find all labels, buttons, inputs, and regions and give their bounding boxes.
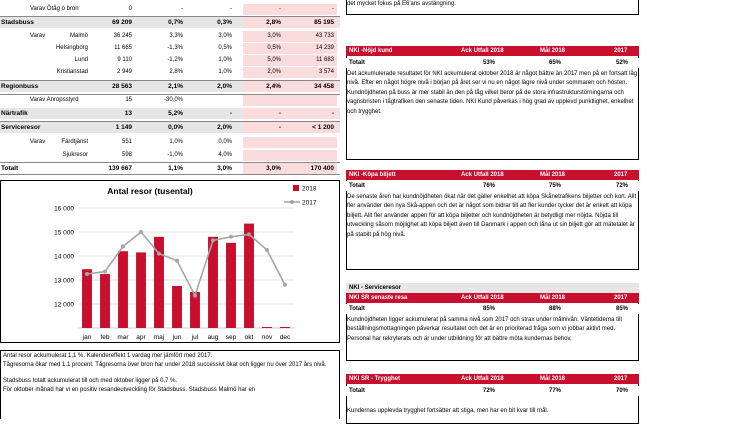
- chart-bar: [136, 252, 146, 328]
- nki-trygghet-h2: Mål 2018: [540, 376, 566, 382]
- chart-xtick-label: okt: [244, 334, 254, 341]
- nki-trygghet-v2: 77%: [549, 388, 562, 394]
- table-row: [0, 55, 340, 66]
- table-row-label: Färdtjänst: [61, 139, 88, 145]
- chart-xtick-label: jan: [82, 334, 92, 341]
- table-cell-c2: 3,3%: [169, 33, 183, 39]
- table-cell-c5: -: [332, 6, 334, 12]
- table-cell-c3: 1,0%: [218, 57, 232, 63]
- table-cell-c1: 139 667: [108, 165, 132, 172]
- table-cell-c5: 14 239: [315, 45, 334, 51]
- nki-trygghet-row-label: Totalt: [349, 388, 365, 394]
- chart-xtick-label: feb: [100, 334, 110, 341]
- table-cell-c3: -: [229, 110, 232, 117]
- chart-line-point: [211, 238, 215, 242]
- table-cell-c3: 0,0%: [218, 139, 232, 145]
- chart-xtick-label: jun: [172, 334, 182, 341]
- nki-kund-title: NKI -Nöjd kund: [349, 48, 393, 54]
- nki-sr-header: [346, 293, 639, 303]
- table-row-label: Stadsbuss: [1, 19, 34, 26]
- nki-sr-row: [346, 304, 639, 314]
- nki-sr-v1: 85%: [483, 306, 496, 312]
- legend-2017-label: 2017: [302, 199, 317, 207]
- table-row: [0, 150, 340, 161]
- table-cell-c3: 2,0%: [217, 124, 232, 131]
- nki-sr-v2: 88%: [549, 306, 562, 312]
- table-cell-c2: 5,2%: [168, 110, 183, 117]
- nki-biljett-title: NKI -Köpa biljett: [349, 172, 396, 178]
- table-cell-c1: 0: [128, 6, 132, 12]
- left-column: [0, 0, 340, 419]
- nki-kund-text: Det ackumulerade resultatet för NKI ackumulerat oktober 2018 är något bättre än 2017 men på en fortsatt låg nivå. Efter en något högre nivå i början på året ser vi nu en något lägre nivå under sommaren och hösten. Kundnöjdheten på buss är mer stabil än den på tåg vilket beror på de stora infrastrukturstörningarna och vagnsbristen i tågtrafiken den senaste tiden. NKI Kund påverkas i hög grad av upplevd punktlighet, enkelhet och trygghet.: [347, 71, 638, 115]
- left-text: [3, 352, 337, 396]
- nki-serviceresor-header: [346, 283, 639, 293]
- table-cell-c5: 170 400: [310, 165, 334, 172]
- nki-biljett-row: [346, 181, 639, 191]
- table-cell-c4: 5,0%: [267, 57, 281, 63]
- table-cell-c1: 598: [121, 152, 132, 158]
- chart-xtick-label: aug: [207, 334, 219, 341]
- chart-bar: [226, 243, 236, 328]
- nki-kund-row: [346, 58, 639, 68]
- nki-trygghet-v1: 72%: [483, 388, 496, 394]
- table-row-label: Sjukresor: [62, 152, 88, 158]
- table-cell-c1: 2 949: [116, 69, 132, 75]
- nki-trygghet-title: NKI SR - Trygghet: [349, 376, 401, 382]
- table-row: [0, 31, 340, 42]
- nki-biljett-row-label: Totalt: [349, 183, 365, 189]
- nki-sr-v3: 85%: [616, 306, 629, 312]
- nki-trygghet-row: [346, 386, 639, 396]
- table-row: [0, 122, 340, 133]
- table-cell-c5: 43 733: [315, 33, 334, 39]
- table-cell-c4: -: [278, 124, 281, 131]
- table-row: [0, 163, 340, 174]
- table-row: [0, 67, 340, 78]
- chart-line-point: [265, 248, 269, 252]
- chart-line-point: [193, 294, 197, 298]
- chart-bar: [244, 224, 254, 328]
- table-cell-c1: 69 209: [112, 19, 132, 26]
- nki-trygghet-h3: 2017: [614, 376, 628, 382]
- table-row-label: Varav Anropsstyrd: [30, 97, 79, 103]
- table-cell-c4: 2,4%: [266, 83, 281, 90]
- chart-xtick-label: mar: [117, 334, 129, 341]
- table-cell-c3: 3,0%: [218, 33, 232, 39]
- table-divider: [0, 16, 340, 17]
- table-cell-c5: 34 458: [314, 83, 334, 90]
- chart-bar: [172, 286, 182, 328]
- chart-ytick-label: 13 000: [54, 277, 74, 285]
- table-cell-c1: 11 665: [114, 45, 132, 51]
- nki-biljett-text: De senaste åren har kundnöjdheten ökat när det gäller enkelhet att köpa Skånetrafikens biljetter och kort. Allt fler använder den nya Skå-appen och det är något som bidrar till att fler kunder tycker det är enkelt att köpa biljett. Allt fler använder appen för att köpa biljetter och kundnöjdheten är betydligt mer nöjda. Nöjda till utveckling såsom möjlighet att köpa biljett även till Danmark i appen och låna ut sin biljett gör att mätetalet är på stabilt på hög nivå.: [347, 194, 637, 238]
- table-cell-c1: 36 245: [113, 33, 132, 39]
- table-row: [0, 108, 340, 119]
- nki-kund-v3: 52%: [616, 60, 629, 66]
- nki-biljett-v1: 76%: [483, 183, 496, 189]
- table-cell-c2: 1,1%: [168, 165, 183, 172]
- table-cell-c2: -1,2%: [167, 57, 183, 63]
- table-cell-c2: 0,0%: [168, 124, 183, 131]
- left-text-p1: Antal resor ackumulerat 1,1 %. Kalendereffekt 1 vardag mer jämfört med 2017.: [3, 353, 213, 359]
- table-cell-c1: 15: [125, 97, 132, 103]
- table-cell-c4: 0,5%: [267, 45, 281, 51]
- table-row: [0, 137, 340, 148]
- table-cell-c4: 3,0%: [267, 33, 281, 39]
- nki-sr-row-label: Totalt: [349, 306, 365, 312]
- chart-xtick-label: maj: [153, 334, 165, 341]
- chart-line-point: [85, 272, 89, 276]
- nki-biljett-h2: Mål 2018: [540, 172, 566, 178]
- table-cell-c3: 0,5%: [218, 45, 232, 51]
- table-row-prefix: Varav: [30, 139, 46, 145]
- right-column: [346, 0, 639, 419]
- nki-sr-h2: Mål 2018: [540, 295, 566, 301]
- table-highlight-cell: [243, 95, 337, 106]
- nki-biljett-v3: 72%: [616, 183, 629, 189]
- chart-bar: [100, 274, 110, 328]
- table-cell-c3: 3,0%: [217, 165, 232, 172]
- nki-biljett-header: [346, 170, 639, 180]
- table-row-label: Totalt: [1, 165, 19, 172]
- table-divider: [0, 80, 340, 81]
- table-cell-c3: -: [230, 6, 232, 12]
- chart-bar: [82, 269, 92, 328]
- nki-kund-h2: Mål 2018: [540, 48, 566, 54]
- nki-serviceresor-title: NKI - Serviceresor: [349, 285, 402, 291]
- left-text-p3: Stadsbuss totalt ackumulerat till och med oktober ligger på 0,7 %.: [3, 377, 178, 384]
- legend-2017-marker: [290, 200, 294, 204]
- chart-bar: [118, 251, 128, 328]
- chart-line-2017: [87, 232, 285, 296]
- table-divider: [0, 94, 340, 95]
- chart-xtick-label: nov: [261, 334, 273, 341]
- chart-xtick-label: apr: [136, 334, 146, 341]
- nki-biljett-v2: 75%: [549, 183, 562, 189]
- table-cell-c2: 1,0%: [169, 139, 183, 145]
- table-divider: [0, 174, 340, 175]
- ridership-table: [0, 0, 340, 172]
- table-cell-c2: -1,3%: [167, 45, 183, 51]
- table-cell-c3: 1,0%: [218, 69, 232, 75]
- left-text-p4: För oktober månad har vi en positiv resandeutveckling för Stadsbuss. Stadsbuss Malmö har en: [3, 387, 256, 394]
- table-cell-c5: -: [331, 110, 334, 117]
- table-row-label: Kristianstad: [56, 69, 88, 75]
- table-cell-c2: -30,0%: [163, 97, 183, 103]
- nki-sr-h1: Ack Utfall 2018: [461, 295, 504, 301]
- table-cell-c5: < 1 200: [312, 124, 334, 131]
- table-cell-c5: 3 574: [318, 69, 334, 75]
- table-row-label: Serviceresor: [1, 124, 41, 131]
- table-cell-c2: 0,7%: [168, 19, 183, 26]
- table-row-label: Lund: [74, 57, 88, 63]
- nki-kund-header: [346, 46, 639, 56]
- chart-xtick-label: sep: [225, 334, 237, 341]
- table-divider: [0, 162, 340, 163]
- table-cell-c1: 28 563: [112, 83, 132, 90]
- table-cell-c1: 551: [121, 139, 132, 145]
- nki-sr-text: Kundnöjdheten ligger ackumulerat på samma nivå som 2017 och strax under målnivån. Väntetiderna till beställningsmottagningen påverkar resultatet och det är en prioriterad fråga som vi jobbar aktivt med. Personal har rekryterats och är under utbildning för att bättre möta kundernas behov.: [347, 317, 622, 342]
- nki-biljett-h3: 2017: [614, 172, 628, 178]
- table-cell-c4: 2,0%: [267, 69, 281, 75]
- table-row-prefix: Varav: [30, 33, 46, 39]
- chart-ytick-label: 15 000: [54, 229, 74, 237]
- chart-ytick-label: 14 000: [54, 253, 74, 261]
- table-row: [0, 95, 340, 106]
- table-cell-c2: 2,1%: [168, 83, 183, 90]
- table-cell-c3: 0,3%: [217, 19, 232, 26]
- nki-kund-h1: Ack Utfall 2018: [461, 48, 504, 54]
- nki-kund-v1: 53%: [483, 60, 496, 66]
- table-cell-c5: 85 195: [314, 19, 334, 26]
- chart-line-point: [247, 232, 251, 236]
- chart-ytick-label: 12 000: [54, 301, 74, 309]
- table-highlight-cell: [243, 137, 337, 148]
- nki-sr-h3: 2017: [614, 295, 628, 301]
- chart-line-point: [139, 230, 143, 234]
- chart-line-point: [121, 244, 125, 248]
- nki-trygghet-v3: 70%: [616, 388, 629, 394]
- chart-xtick-label: jul: [191, 334, 199, 341]
- ridership-chart: [0, 180, 340, 343]
- top-text: det mycket fokus på E6'ans avstängning.: [347, 1, 456, 7]
- nki-trygghet-h1: Ack Utfall 2018: [461, 376, 504, 382]
- table-divider: [0, 121, 340, 122]
- table-cell-c3: 4,0%: [218, 152, 232, 158]
- chart-line-point: [157, 252, 161, 256]
- table-cell-c4: -: [278, 110, 281, 117]
- legend-2018-label: 2018: [302, 185, 317, 193]
- table-row: [0, 81, 340, 92]
- nki-kund-row-label: Totalt: [349, 60, 365, 66]
- left-text-p2: Tågresorna ökar med 1.1 procent. Tågresorna över bron har under 2018 successivt ökat och ligger nu över 2017 års nivå.: [3, 362, 327, 369]
- chart-line-point: [103, 270, 107, 274]
- table-highlight-cell: [243, 150, 337, 161]
- chart-ytick-label: 16 000: [54, 205, 74, 213]
- table-row-label: Regionbuss: [1, 83, 39, 90]
- table-cell-c2: -1,0%: [167, 152, 183, 158]
- table-row: [0, 43, 340, 54]
- table-cell-c5: 11 683: [316, 57, 334, 63]
- table-row: [0, 4, 340, 15]
- nki-kund-v2: 65%: [549, 60, 562, 66]
- chart-line-point: [229, 235, 233, 239]
- table-cell-c2: -: [181, 6, 183, 12]
- table-cell-c2: 2,8%: [169, 69, 183, 75]
- table-cell-c1: 1 149: [115, 124, 132, 131]
- nki-biljett-h1: Ack Utfall 2018: [461, 172, 504, 178]
- table-cell-c3: 2,0%: [217, 83, 232, 90]
- table-row-label: Närtrafik: [1, 110, 28, 117]
- chart-xtick-label: dec: [279, 334, 291, 341]
- table-cell-c4: 2,8%: [266, 19, 281, 26]
- table-row-label: Malmö: [69, 33, 88, 39]
- nki-trygghet-text: Kundernas upplevda trygghet fortsätter att stiga, men har en bit kvar till mål.: [347, 408, 549, 414]
- chart-line-point: [175, 259, 179, 263]
- table-row-label: Helsingborg: [55, 45, 88, 51]
- chart-line-point: [283, 283, 287, 287]
- legend-2018-swatch: [293, 185, 299, 191]
- table-row-label: Varav Ötåg ö bron: [30, 6, 79, 12]
- table-cell-c1: 9 110: [117, 57, 132, 63]
- table-cell-c1: 13: [124, 110, 132, 117]
- nki-trygghet-header: [346, 374, 639, 384]
- table-cell-c4: -: [279, 6, 281, 12]
- nki-kund-h3: 2017: [614, 48, 628, 54]
- table-cell-c4: 3,0%: [266, 165, 281, 172]
- nki-sr-title: NKI SR senaste resa: [349, 295, 408, 301]
- table-row: [0, 17, 340, 28]
- chart-title: Antal resor (tusental): [107, 186, 193, 196]
